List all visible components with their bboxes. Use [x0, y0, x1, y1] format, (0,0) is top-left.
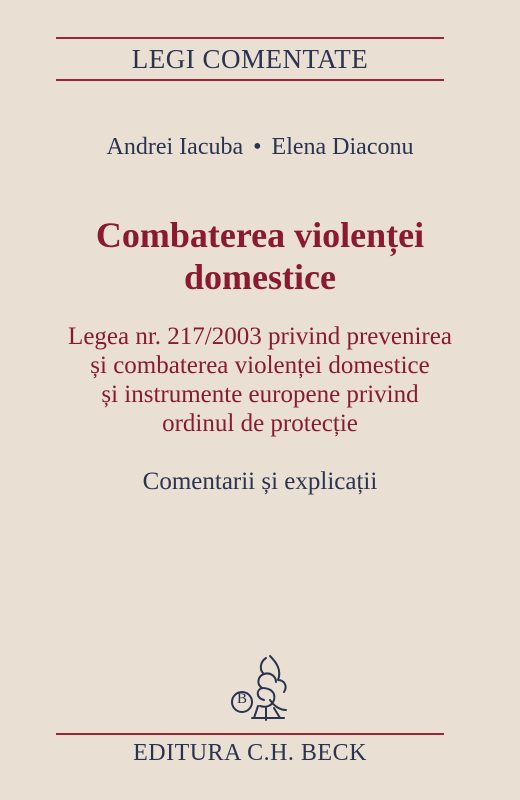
- subtitle-line: Legea nr. 217/2003 privind prevenirea: [68, 323, 452, 350]
- subtitle-line: și combaterea violenței domestice: [90, 352, 430, 379]
- top-rule: [56, 37, 444, 39]
- series-label: LEGI COMENTATE: [131, 44, 369, 74]
- comments-label: Comentarii și explicații: [142, 468, 378, 495]
- author-name: Elena Diaconu: [271, 134, 414, 160]
- publisher-name: EDITURA C.H. BECK: [133, 740, 367, 766]
- logo-letter: B: [236, 691, 247, 707]
- series-bottom-rule: [56, 79, 444, 81]
- griffin-beck-logo-icon: [226, 652, 296, 724]
- subtitle-line: ordinul de protecție: [162, 410, 358, 437]
- title-line: domestice: [184, 257, 336, 297]
- book-title: [0, 214, 520, 298]
- author-separator: •: [253, 134, 262, 160]
- publisher-top-rule: [56, 733, 444, 735]
- authors-line: [0, 132, 520, 162]
- author-name: Andrei Iacuba: [106, 134, 244, 160]
- subtitle-line: și instrumente europene privind: [101, 381, 419, 408]
- title-line: Combaterea violenței: [95, 215, 425, 255]
- book-subtitle: [0, 322, 520, 438]
